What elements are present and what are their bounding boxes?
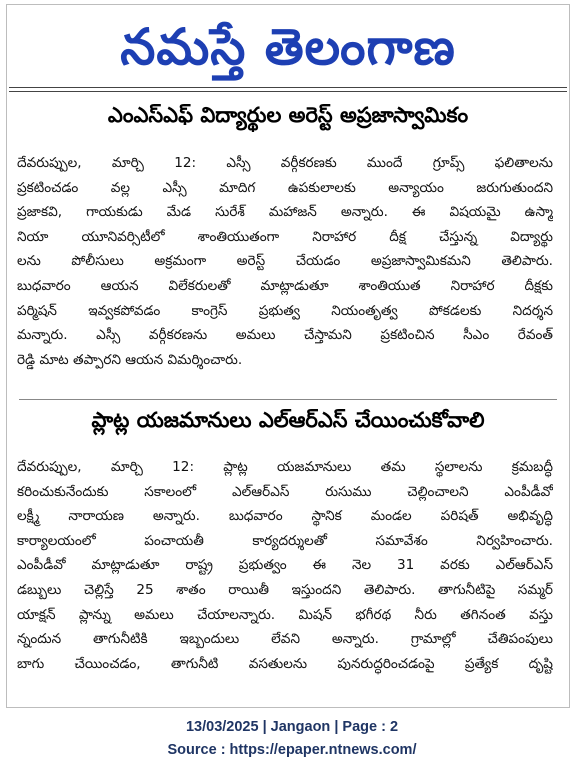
article1-line: దేవరుప్పుల, మార్చి 12: ఎస్సీ వర్గీకరణకు ముందే గ్రూప్స్ ఫలితాలను [17, 155, 553, 171]
article2-line: డబ్బులు చెల్లిస్తే 25 శాతం రాయితీ ఇస్తుందని తెలిపారు. తాగునీటిపై సమ్మర్ [17, 581, 553, 598]
article2-body [17, 455, 553, 676]
newspaper-masthead: నమస్తే తెలంగాణ [120, 18, 456, 76]
article2-headline: ప్లాట్ల యజమానులు ఎల్ఆర్ఎస్ చేయించుకోవాలి [91, 408, 485, 432]
article2-line: కరించుకునేందుకు సకాలంలో ఎల్ఆర్ఎస్ రుసుము చెల్లించాలని ఎంపీడీవో [17, 483, 553, 500]
article1-body [17, 151, 553, 372]
article1-headline: ఎంఎస్ఎఫ్ విద్యార్థుల అరెస్ట్ అప్రజాస్వామికం [107, 103, 469, 127]
masthead-rule [9, 91, 567, 92]
article-clipping [6, 4, 570, 708]
masthead-rule [9, 87, 567, 88]
article2-line: న్నందున తాగునీటికి ఇబ్బందులు లేవని అన్నారు. గ్రామాల్లో చేతిపంపులు [17, 631, 553, 648]
article2-line: లక్ష్మీ నారాయణ అన్నారు. బుధవారం స్థానిక మండల పరిషత్ అభివృద్ధి [17, 508, 553, 525]
article1-line: బుధవారం ఆయన విలేకరులతో మాట్లాడుతూ శాంతియుత నిరాహార దీక్షకు [17, 277, 553, 294]
source-link[interactable]: Source : https://epaper.ntnews.com/ [167, 742, 417, 758]
article1-line: మన్నారు. ఎస్సీ వర్గీకరణను అమలు చేస్తామని ప్రకటించిన సీఎం రేవంత్ [17, 327, 553, 344]
article1-line: ప్రజాకవి, గాయకుడు మేడ సురేశ్ మహాజన్ అన్నారు. ఈ విషయమై ఉస్మా [17, 204, 553, 221]
article1-line: రెడ్డి మాట తప్పారని ఆయన విమర్శించారు. [17, 351, 243, 368]
article1-line: పర్మిషన్ ఇవ్వకపోవడం కాంగ్రెస్ ప్రభుత్వ నియంతృత్వ పోకడలకు నిదర్శన [17, 302, 553, 319]
article2-line: యాక్షన్ ప్లాన్ను అమలు చేయాలన్నారు. మిషన్ భగీరథ నీరు తగినంత వస్తు [17, 606, 553, 623]
article2-line: ఎంపీడీవో మాట్లాడుతూ రాష్ట్ర ప్రభుత్వం ఈ నెల 31 వరకు ఎల్ఆర్ఎస్ [17, 557, 553, 574]
article1-line: నియా యూనివర్సిటీలో శాంతియుతంగా నిరాహార దీక్ష చేస్తున్న విద్యార్థు [17, 228, 553, 245]
article2-line: దేవరుప్పుల, మార్చి 12: ప్లాట్ల యజమానులు తమ స్థలాలను క్రమబద్ధీ [17, 459, 553, 475]
article2-line: బాగు చేయించడం, తాగునీటి వసతులను పునరుద్ధరించడంపై ప్రత్యేక దృష్టి [17, 655, 553, 672]
article1-line: ప్రకటించడం వల్ల ఎస్సీ మాదిగ ఉపకులాలకు అన్యాయం జరుగుతుందని [17, 179, 553, 196]
article2-line: కార్యాలయంలో పంచాయతీ కార్యదర్శులతో సమావేశం నిర్వహించారు. [17, 532, 553, 549]
article-divider [19, 399, 557, 400]
edition-info: 13/03/2025 | Jangaon | Page : 2 [185, 719, 399, 735]
article1-line: లను పోలీసులు అక్రమంగా అరెస్ట్ చేయడం అప్రజాస్వామికమని తెలిపారు. [17, 253, 553, 270]
